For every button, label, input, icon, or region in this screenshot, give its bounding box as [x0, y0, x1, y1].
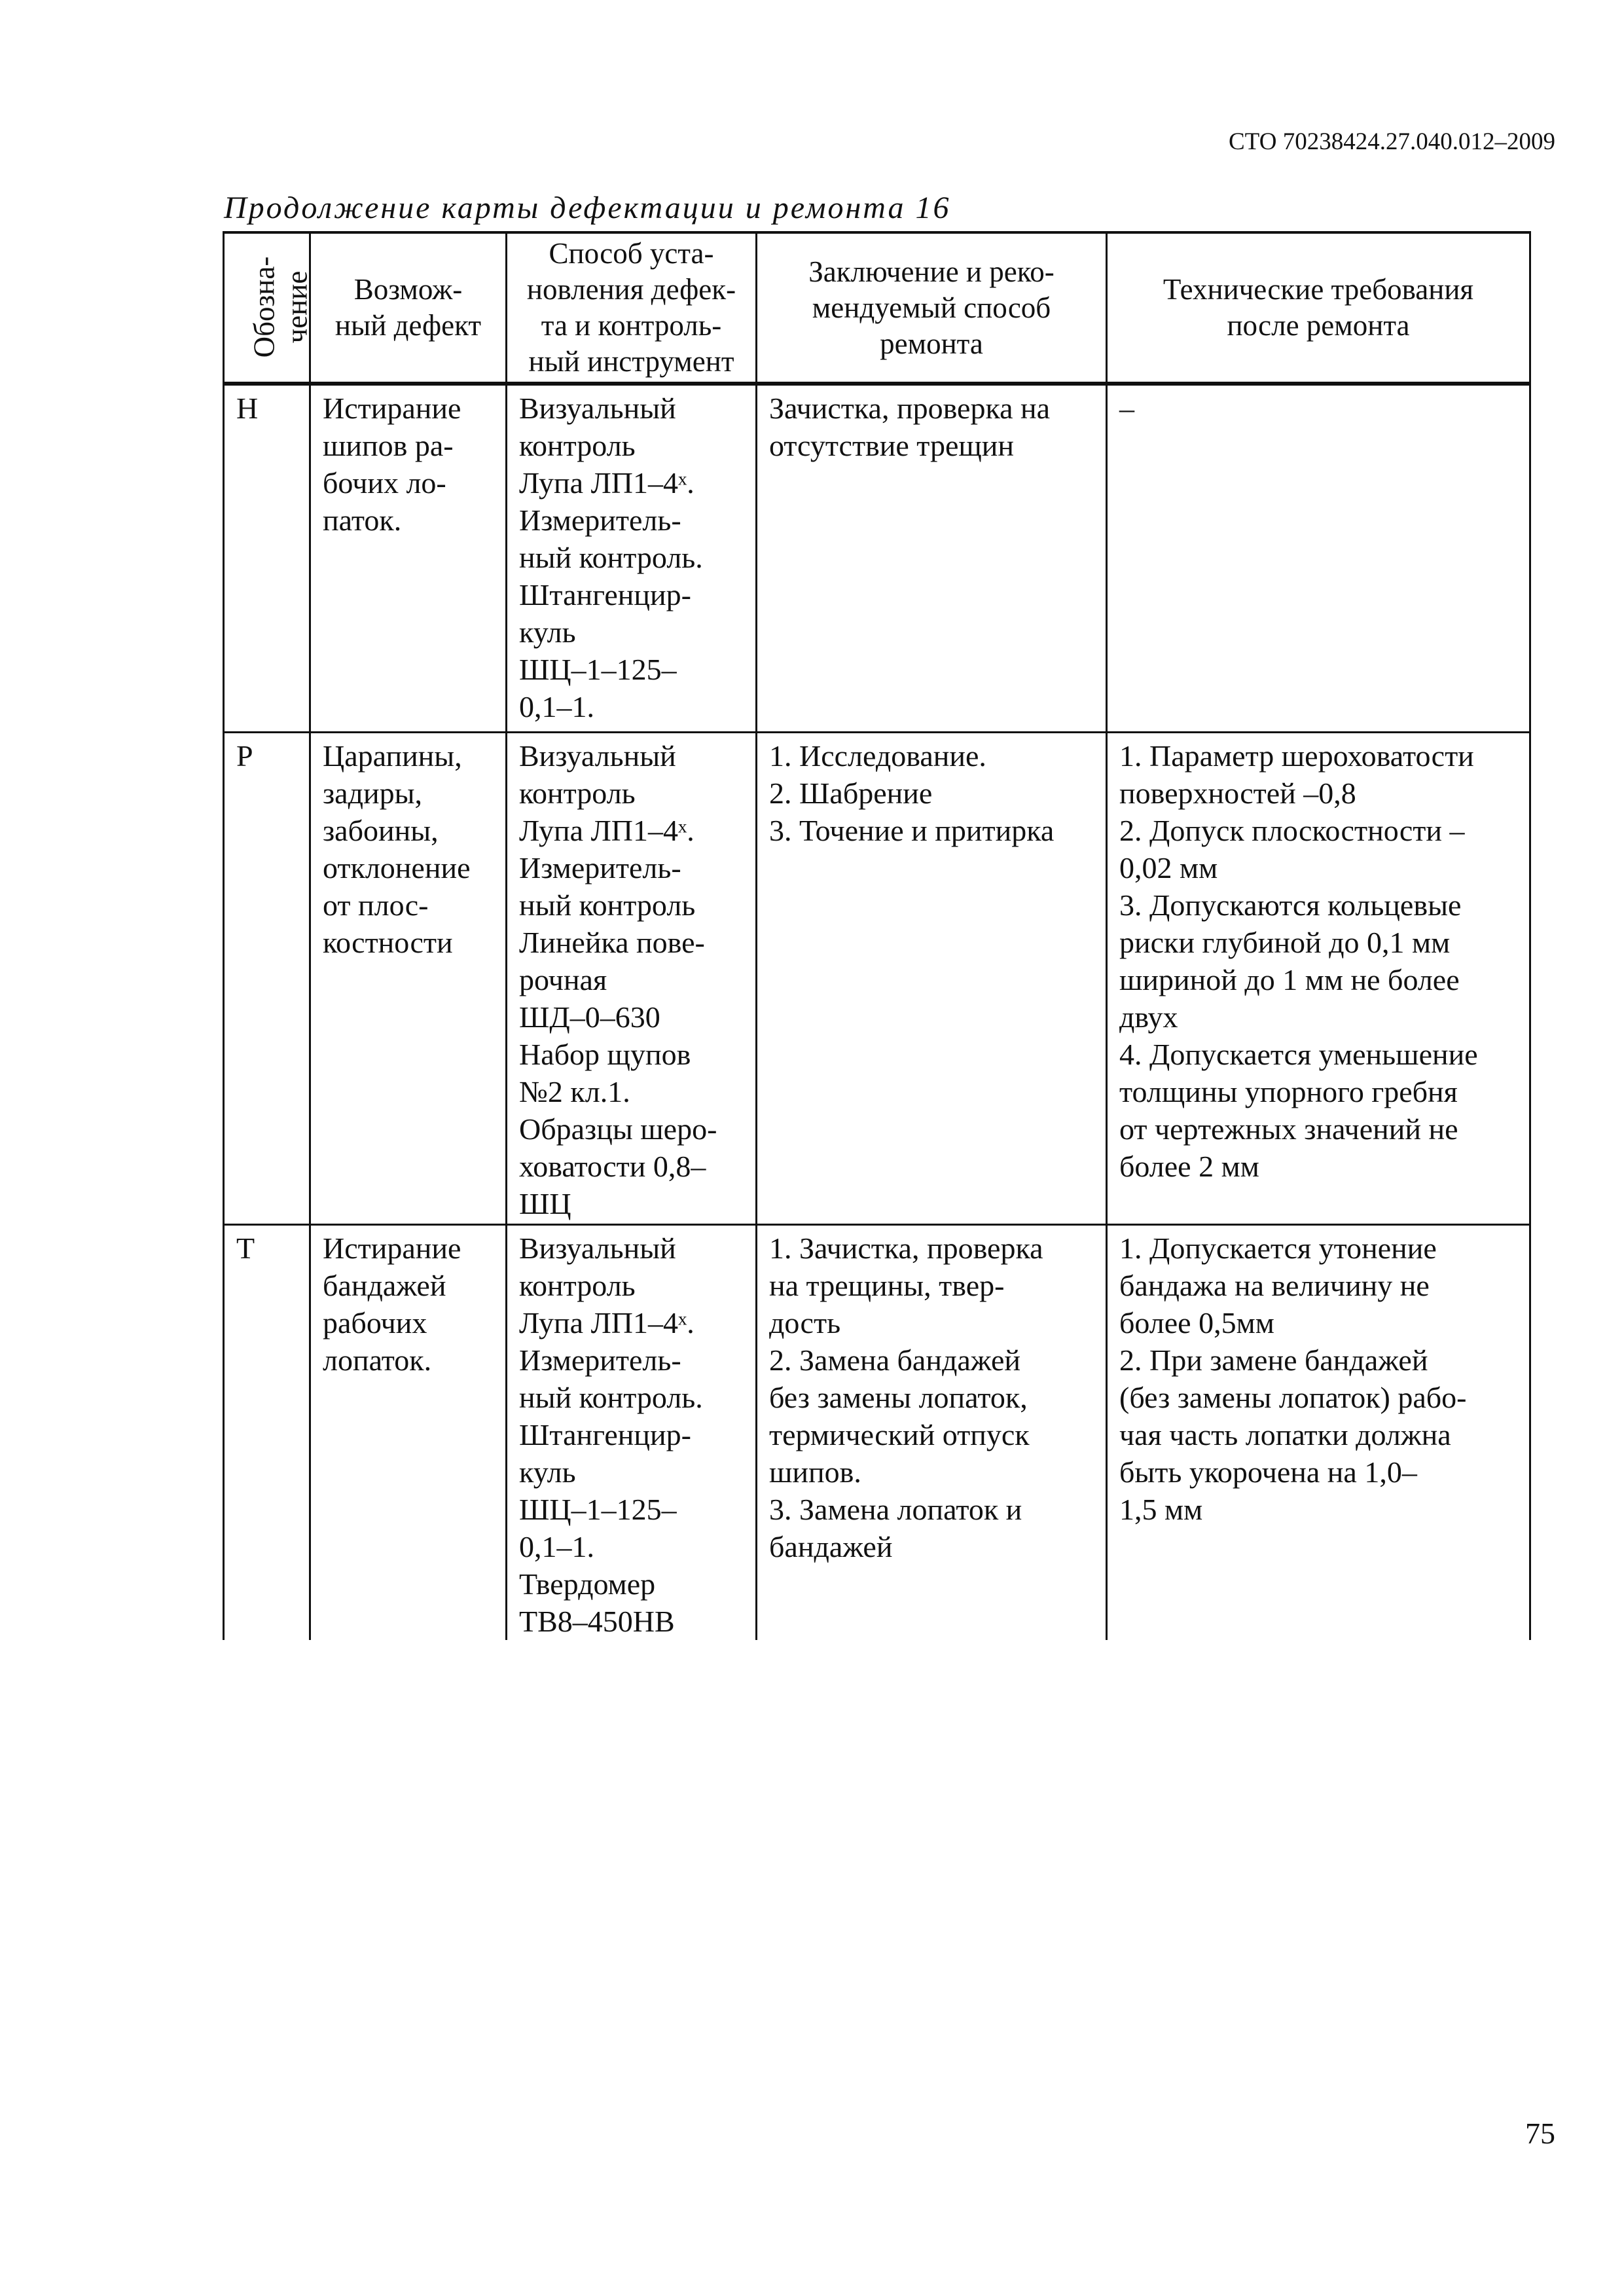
page-number: 75 [1525, 2117, 1555, 2150]
cell-method: Визуальный контроль Лупа ЛП1–4ˣ. Измеритель- ный контроль Линейка пове- рочная ШД–0–630 Набор щупов №2 кл.1. Образцы шеро- ховатости 0,8– ШЦ [507, 733, 757, 1225]
cell-requirements: 1. Допускается утонение бандажа на величину не более 0,5мм 2. При замене бандажей (без замены лопаток) рабо- чая часть лопатки должна быть укорочена на 1,0– 1,5 мм [1107, 1225, 1530, 1641]
cell-method: Визуальный контроль Лупа ЛП1–4ˣ. Измеритель- ный контроль. Штангенцир- куль ШЦ–1–125– 0,1–1. [507, 384, 757, 733]
cell-requirements: – [1107, 384, 1530, 733]
document-code: СТО 70238424.27.040.012–2009 [1228, 128, 1555, 155]
cell-conclusion: 1. Исследование. 2. Шабрение 3. Точение и притирка [757, 733, 1107, 1225]
cell-defect: Царапины, задиры, забоины, отклонение от плос- костности [310, 733, 507, 1225]
cell-requirements: 1. Параметр шероховатости поверхностей –0,8 2. Допуск плоскостности – 0,02 мм 3. Допускаются кольцевые риски глубиной до 0,1 мм шириной до 1 мм не более двух 4. Допускается уменьшение толщины упорного гребня от чертежных значений не более 2 мм [1107, 733, 1530, 1225]
header-defect: Возмож- ный дефект [310, 232, 507, 384]
table-row [224, 733, 1530, 1225]
cell-method: Визуальный контроль Лупа ЛП1–4ˣ. Измеритель- ный контроль. Штангенцир- куль ШЦ–1–125– 0,1–1. Твердомер ТВ8–450НВ [507, 1225, 757, 1641]
cell-conclusion: 1. Зачистка, проверка на трещины, твер- дость 2. Замена бандажей без замены лопаток, термический отпуск шипов. 3. Замена лопаток и бандажей [757, 1225, 1107, 1641]
cell-code: Т [224, 1225, 310, 1641]
cell-defect: Истирание бандажей рабочих лопаток. [310, 1225, 507, 1641]
header-conclusion: Заключение и реко- мендуемый способ ремонта [757, 232, 1107, 384]
header-code-label: Обозна- чение [247, 256, 314, 357]
table-row [224, 1225, 1530, 1641]
cell-code: Р [224, 733, 310, 1225]
cell-code: Н [224, 384, 310, 733]
table-header-row [224, 232, 1530, 384]
table-caption: Продолжение карты дефектации и ремонта 16 [224, 191, 951, 225]
cell-defect: Истирание шипов ра- бочих ло- паток. [310, 384, 507, 733]
table-row [224, 384, 1530, 733]
header-code [224, 232, 314, 384]
defect-repair-table [223, 231, 1531, 1640]
header-method: Способ уста- новления дефек- та и контроль- ный инструмент [507, 232, 757, 384]
cell-conclusion: Зачистка, проверка на отсутствие трещин [757, 384, 1107, 733]
header-requirements: Технические требования после ремонта [1107, 232, 1530, 384]
